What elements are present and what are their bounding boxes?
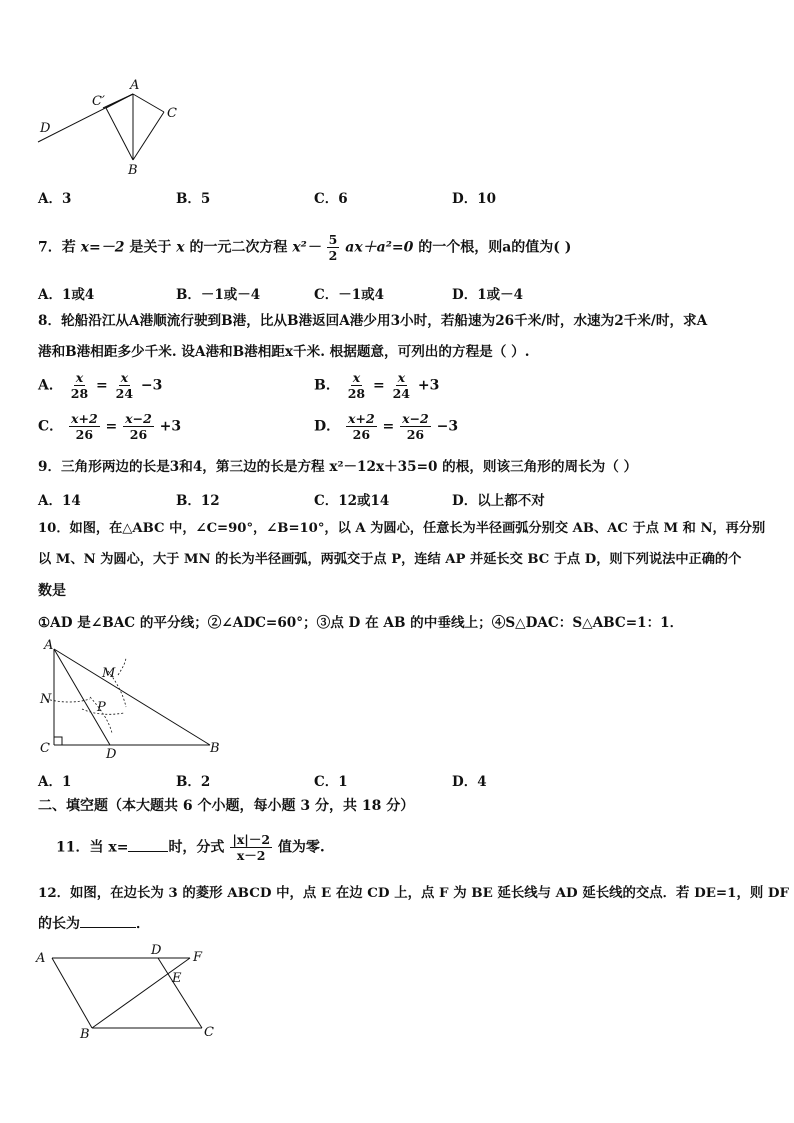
q11-mid: 时，分式	[168, 839, 225, 856]
q8-b-n2: x	[397, 370, 406, 385]
q7-var-x: x	[176, 239, 185, 256]
q8-a-d1: 28	[70, 386, 89, 401]
q8-option-a[interactable]	[38, 370, 162, 401]
label-C-prime: C′	[92, 94, 105, 109]
q9-option-c[interactable]: C．12或14	[314, 493, 390, 509]
label-N: N	[40, 692, 52, 707]
label-D: D	[40, 121, 51, 136]
q7-text-2: 的一元二次方程	[189, 239, 288, 256]
label-D: D	[151, 943, 162, 958]
q8-a-d2: 24	[115, 386, 134, 401]
q7-prefix: 7．若	[38, 239, 76, 256]
q6-option-b[interactable]: B．5	[176, 191, 211, 207]
q7-eq-end: ax＋a²=0	[345, 239, 414, 256]
q10-option-c[interactable]: C．1	[314, 774, 348, 790]
label-M: M	[102, 666, 116, 681]
label-E: E	[172, 971, 182, 986]
question-9: 9．三角形两边的长是3和4，第三边的长是方程 x²－12x＋35=0 的根，则该三角形的周长为（ ）	[38, 459, 638, 475]
q8-option-c[interactable]	[38, 411, 181, 442]
q11-fraction	[230, 832, 272, 863]
figure-q12	[30, 942, 230, 1042]
question-11	[56, 832, 325, 863]
q8-b-label: B．	[314, 377, 340, 394]
q11-answer-blank[interactable]	[128, 851, 168, 852]
label-A: A	[44, 638, 54, 653]
q8-option-d[interactable]	[314, 411, 458, 442]
q9-option-a[interactable]: A．14	[38, 493, 81, 509]
q8-a-op: =	[96, 377, 108, 394]
question-7	[38, 232, 571, 263]
q8-c-d1: 26	[75, 427, 94, 442]
q8-b-n1: x	[352, 370, 361, 385]
label-C: C	[40, 741, 50, 756]
q6-option-d[interactable]: D．10	[452, 191, 496, 207]
q7-suffix: 的一个根，则a的值为( )	[418, 239, 572, 256]
q7-frac-den: 2	[328, 248, 338, 263]
q8-d-op: =	[382, 418, 395, 435]
q8-a-n2: x	[120, 370, 129, 385]
q7-x-value: x=－2	[80, 239, 125, 256]
q6-option-c[interactable]: C．6	[314, 191, 348, 207]
label-A: A	[36, 951, 46, 966]
q8-c-d2: 26	[129, 427, 148, 442]
q12-line2-end: ．	[136, 916, 150, 932]
q8-b-d2: 24	[392, 386, 411, 401]
q8-c-n1: x+2	[71, 411, 98, 426]
label-B: B	[210, 741, 220, 756]
question-8-line-1: 8．轮船沿江从A港顺流行驶到B港，比从B港返回A港少用3小时，若船速为26千米/时，水速为2千米/时，求A	[38, 313, 708, 329]
question-12-line-2	[38, 914, 150, 934]
q9-option-d[interactable]: D．以上都不对	[452, 493, 545, 509]
question-12-line-1: 12．如图，在边长为 3 的菱形 ABCD 中，点 E 在边 CD 上，点 F 为 BE 延长线与 AD 延长线的交点．若 DE=1，则 DF	[38, 885, 790, 901]
label-F: F	[193, 950, 203, 965]
q7-text-1: 是关于	[129, 239, 172, 256]
q12-answer-blank[interactable]	[80, 927, 136, 928]
q10-option-b[interactable]: B．2	[176, 774, 211, 790]
question-10-line-1: 10．如图，在△ABC 中，∠C=90°，∠B=10°，以 A 为圆心，任意长为半径画弧分别交 AB、AC 于点 M 和 N，再分别	[38, 521, 766, 536]
figure-q10	[30, 637, 230, 762]
label-B: B	[80, 1027, 90, 1042]
q8-d-label: D．	[314, 418, 341, 435]
q11-frac-den: x－2	[236, 848, 266, 863]
q11-prefix: 11．当 x=	[56, 839, 129, 856]
q8-b-d1: 28	[347, 386, 366, 401]
q9-option-b[interactable]: B．12	[176, 493, 220, 509]
label-P: P	[97, 700, 106, 715]
label-D: D	[106, 747, 117, 762]
q8-a-tail: −3	[140, 377, 163, 394]
q8-c-op: =	[105, 418, 118, 435]
q7-fraction	[327, 232, 340, 263]
q7-frac-num: 5	[328, 232, 338, 247]
q6-option-a[interactable]: A．3	[38, 191, 72, 207]
label-C: C	[167, 106, 177, 121]
question-8-line-2: 港和B港相距多少千米. 设A港和B港相距x千米. 根据题意，可列出的方程是（ ）.	[38, 344, 530, 360]
q11-suffix: 值为零.	[277, 839, 325, 856]
q8-b-op: =	[373, 377, 385, 394]
q7-option-a[interactable]: A．1或4	[38, 287, 95, 303]
section-2-title: 二、填空题（本大题共 6 个小题，每小题 3 分，共 18 分）	[38, 798, 415, 814]
label-A: A	[130, 78, 140, 93]
q7-option-b[interactable]: B．－1或－4	[176, 287, 261, 303]
q12-line2-text: 的长为	[38, 916, 80, 932]
question-10-line-4: ①AD 是∠BAC 的平分线；②∠ADC=60°；③点 D 在 AB 的中垂线上；④S△DAC：S△ABC=1：1．	[38, 615, 684, 631]
label-B: B	[128, 163, 138, 178]
question-10-line-3: 数是	[38, 583, 66, 599]
q8-c-tail: +3	[159, 418, 182, 435]
q7-option-d[interactable]: D．1或－4	[452, 287, 523, 303]
q11-frac-num: |x|－2	[232, 832, 271, 847]
q8-a-n1: x	[75, 370, 84, 385]
question-10-line-2: 以 M、N 为圆心，大于 MN 的长为半径画弧，两弧交于点 P，连结 AP 并延长交 BC 于点 D，则下列说法中正确的个	[38, 552, 742, 567]
q8-c-label: C．	[38, 418, 64, 435]
label-C: C	[204, 1025, 214, 1040]
q8-d-n2: x−2	[402, 411, 429, 426]
q8-d-tail: −3	[436, 418, 459, 435]
q8-c-n2: x−2	[125, 411, 152, 426]
q8-option-b[interactable]	[314, 370, 439, 401]
q8-d-d1: 26	[352, 427, 371, 442]
q7-option-c[interactable]: C．－1或4	[314, 287, 385, 303]
q8-a-label: A．	[38, 377, 63, 394]
figure-q6	[30, 74, 190, 180]
q10-option-a[interactable]: A．1	[38, 774, 72, 790]
q10-option-d[interactable]: D．4	[452, 774, 487, 790]
q8-d-d2: 26	[406, 427, 425, 442]
q8-b-tail: +3	[417, 377, 440, 394]
q7-eq-start: x²－	[292, 239, 321, 256]
q8-d-n1: x+2	[348, 411, 375, 426]
